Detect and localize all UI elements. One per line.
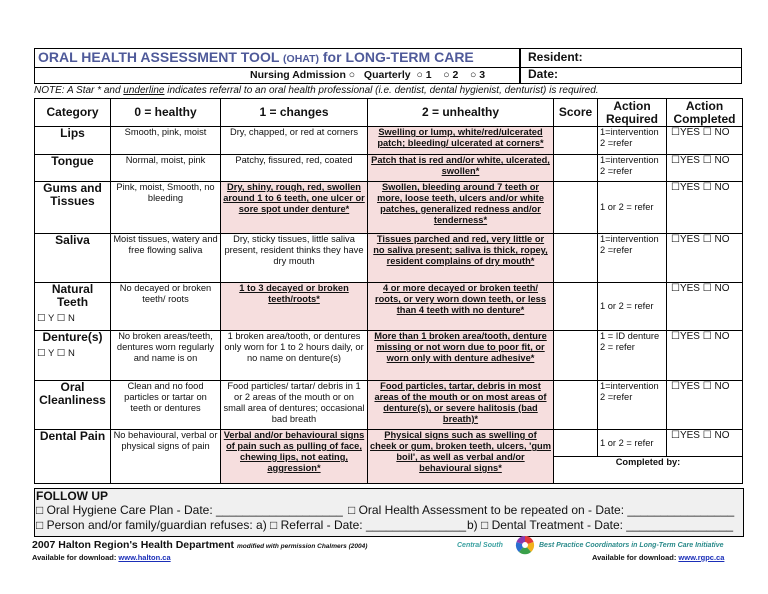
note-prefix: NOTE: A Star * and <box>34 85 124 96</box>
natural-teeth-yn-checkboxes[interactable]: ☐ Y ☐ N <box>37 313 75 324</box>
note-suffix: indicates referral to an oral health professional (i.e. dentist, dental hygienist, denturist) is required. <box>164 85 599 96</box>
action-required-cell <box>598 182 667 234</box>
footer-download-label: Available for download: <box>592 553 679 562</box>
page-title <box>38 49 474 65</box>
bpc-logo-icon <box>515 535 535 555</box>
completed-by-field[interactable]: Completed by: <box>554 457 743 484</box>
title-main: ORAL HEALTH ASSESSMENT TOOL <box>38 49 284 65</box>
unhealthy-cell: Food particles, tartar, debris in most areas of the mouth or on most areas of denture(s), or severe halitosis (bad breath)* <box>368 381 554 430</box>
changes-cell: 1 broken area/tooth, or dentures only worn for 1 to 2 hours daily, or no name on denture(s) <box>221 331 368 381</box>
unhealthy-cell: 4 or more decayed or broken teeth/ roots, or very worn down teeth, or less than 4 teeth with no denture* <box>368 283 554 331</box>
table-row <box>35 182 743 234</box>
table-row <box>35 381 743 430</box>
followup-title: FOLLOW UP <box>36 489 108 503</box>
header-action-completed: Action Completed <box>667 99 743 127</box>
rgpc-link[interactable]: www.rgpc.ca <box>678 553 725 562</box>
unhealthy-cell: Tissues parched and red, very little or no saliva present; saliva is thick, ropey, resident complains of dry mouth* <box>368 234 554 283</box>
footer-org-name: 2007 Halton Region's Health Department <box>32 539 235 551</box>
healthy-cell: No decayed or broken teeth/ roots <box>111 283 221 331</box>
footer-organization <box>32 539 367 551</box>
nursing-admission-label: Nursing Admission <box>250 69 346 81</box>
action-line-1: 1 or 2 = refer <box>600 202 654 212</box>
score-cell[interactable] <box>554 127 598 155</box>
header-score: Score <box>554 99 598 127</box>
action-required-cell <box>598 127 667 155</box>
action-required-cell <box>598 381 667 430</box>
action-completed-checkboxes[interactable]: ☐YES ☐ NO <box>667 155 743 182</box>
action-line-1: 1 or 2 = refer <box>600 437 654 448</box>
healthy-cell: Pink, moist, Smooth, no bleeding <box>111 182 221 234</box>
table-header-row <box>35 99 743 127</box>
changes-cell: Dry, chapped, or red at corners <box>221 127 368 155</box>
action-completed-checkboxes[interactable]: ☐YES ☐ NO <box>667 430 743 457</box>
action-completed-checkboxes[interactable]: ☐YES ☐ NO <box>667 234 743 283</box>
action-line-1: 1=intervention <box>600 155 659 165</box>
footer-modified-note: modified with permission Chalmers (2004) <box>236 543 368 550</box>
category-cell: Gums and Tissues <box>35 182 111 234</box>
category-cell: Saliva <box>35 234 111 283</box>
action-required-cell <box>598 331 667 381</box>
score-cell[interactable] <box>554 155 598 182</box>
action-line-1: 1 = ID denture <box>600 331 660 341</box>
table-row <box>35 430 743 457</box>
changes-cell: Food particles/ tartar/ debris in 1 or 2 areas of the mouth or on small area of dentures; occasional bad breath <box>221 381 368 430</box>
assessment-repeat-checkbox[interactable]: □ Oral Health Assessment to be repeated on - Date: ________________ <box>348 503 735 517</box>
quarterly-1-radio[interactable]: ○ <box>416 69 423 81</box>
table-row <box>35 331 743 381</box>
action-line-2: 2 =refer <box>600 166 633 176</box>
category-cell <box>35 331 111 381</box>
denture-yn-checkboxes[interactable]: ☐ Y ☐ N <box>37 348 75 359</box>
action-completed-checkboxes[interactable]: ☐YES ☐ NO <box>667 283 743 331</box>
unhealthy-cell: Swollen, bleeding around 7 teeth or more, loose teeth, ulcers and/or white patches, generalized redness and/or tenderness* <box>368 182 554 234</box>
action-line-2: 2 = refer <box>600 342 635 352</box>
healthy-cell: No broken areas/teeth, dentures worn regularly and name is on <box>111 331 221 381</box>
score-cell[interactable] <box>554 381 598 430</box>
healthy-cell: Smooth, pink, moist <box>111 127 221 155</box>
header-healthy: 0 = healthy <box>111 99 221 127</box>
action-completed-checkboxes[interactable]: ☐YES ☐ NO <box>667 381 743 430</box>
unhealthy-cell: Patch that is red and/or white, ulcerated, swollen* <box>368 155 554 182</box>
header-unhealthy: 2 = unhealthy <box>368 99 554 127</box>
action-completed-checkboxes[interactable]: ☐YES ☐ NO <box>667 127 743 155</box>
score-cell[interactable] <box>554 182 598 234</box>
bpc-initiative-label: Best Practice Coordinators in Long-Term Care Initiative <box>539 542 724 549</box>
score-cell[interactable] <box>554 234 598 283</box>
healthy-cell: Normal, moist, pink <box>111 155 221 182</box>
category-cell: Tongue <box>35 155 111 182</box>
refuses-dental-treatment-checkbox[interactable]: b) □ Dental Treatment - Date: ________________ <box>467 518 734 532</box>
table-row <box>35 127 743 155</box>
halton-link[interactable]: www.halton.ca <box>118 553 171 562</box>
action-completed-checkboxes[interactable]: ☐YES ☐ NO <box>667 331 743 381</box>
quarterly-2-radio[interactable]: ○ <box>443 69 450 81</box>
referral-note <box>34 85 744 96</box>
action-line-1: 1=intervention <box>600 127 659 137</box>
quarterly-2-label: 2 <box>452 69 459 81</box>
action-required-cell <box>598 155 667 182</box>
footer-download-right <box>592 553 724 562</box>
header-changes: 1 = changes <box>221 99 368 127</box>
unhealthy-cell: Swelling or lump, white/red/ulcerated patch; bleeding/ ulcerated at corners* <box>368 127 554 155</box>
footer-download-label: Available for download: <box>32 553 119 562</box>
action-line-1: 1=intervention <box>600 381 659 391</box>
table-row <box>35 155 743 182</box>
changes-cell: 1 to 3 decayed or broken teeth/roots* <box>221 283 368 331</box>
action-required-cell <box>598 430 667 457</box>
date-label: Date: <box>528 67 559 81</box>
action-line-1: 1 or 2 = refer <box>600 301 654 311</box>
action-line-2: 2 =refer <box>600 245 633 255</box>
category-cell: Oral Cleanliness <box>35 381 111 430</box>
quarterly-3-radio[interactable]: ○ <box>470 69 477 81</box>
category-label: Denture(s) <box>42 330 103 344</box>
action-completed-checkboxes[interactable]: ☐YES ☐ NO <box>667 182 743 234</box>
footer-download-left <box>32 553 171 562</box>
oral-hygiene-care-plan-checkbox[interactable]: □ Oral Hygiene Care Plan - Date: ___________________ <box>36 503 343 517</box>
category-cell: Lips <box>35 127 111 155</box>
score-cell[interactable] <box>554 331 598 381</box>
quarterly-1-label: 1 <box>425 69 432 81</box>
category-cell <box>35 283 111 331</box>
header-category: Category <box>35 99 111 127</box>
assessment-type-row <box>250 69 485 81</box>
action-required-cell <box>598 283 667 331</box>
table-row <box>35 283 743 331</box>
healthy-cell: Moist tissues, watery and free flowing saliva <box>111 234 221 283</box>
refuses-referral-checkbox[interactable]: □ Person and/or family/guardian refuses: a) □ Referral - Date: _______________ <box>36 518 467 532</box>
assessment-table <box>34 98 743 484</box>
action-line-2: 2 =refer <box>600 138 633 148</box>
changes-cell: Verbal and/or behavioural signs of pain such as pulling of face, chewing lips, not eating, aggression* <box>221 430 368 484</box>
quarterly-label: Quarterly <box>363 69 411 81</box>
healthy-cell: Clean and no food particles or tartar on teeth or dentures <box>111 381 221 430</box>
table-row <box>35 234 743 283</box>
action-required-cell <box>598 234 667 283</box>
title-abbrev: (OHAT) <box>283 53 319 65</box>
healthy-cell: No behavioural, verbal or physical signs of pain <box>111 430 221 484</box>
unhealthy-cell: More than 1 broken area/tooth, denture missing or not worn due to poor fit, or worn only with denture adhesive* <box>368 331 554 381</box>
resident-label: Resident: <box>528 50 583 64</box>
nursing-admission-radio[interactable]: ○ <box>348 69 356 81</box>
central-south-label: Central South <box>457 542 503 549</box>
category-label: Natural Teeth <box>51 282 94 309</box>
note-underline-word: underline <box>123 85 165 96</box>
score-cell[interactable] <box>554 430 598 457</box>
header-action-required: Action Required <box>598 99 667 127</box>
unhealthy-cell: Physical signs such as swelling of cheek or gum, broken teeth, ulcers, 'gum boil', as well as verbal and/or behavioural signs* <box>368 430 554 484</box>
score-cell[interactable] <box>554 283 598 331</box>
action-line-2: 2 =refer <box>600 392 633 402</box>
quarterly-3-label: 3 <box>479 69 486 81</box>
action-line-1: 1=intervention <box>600 234 659 244</box>
title-suffix: for LONG-TERM CARE <box>319 49 474 65</box>
category-cell: Dental Pain <box>35 430 111 484</box>
changes-cell: Dry, sticky tissues, little saliva present, resident thinks they have dry mouth <box>221 234 368 283</box>
changes-cell: Dry, shiny, rough, red, swollen around 1 to 6 teeth, one ulcer or sore spot under denture* <box>221 182 368 234</box>
changes-cell: Patchy, fissured, red, coated <box>221 155 368 182</box>
